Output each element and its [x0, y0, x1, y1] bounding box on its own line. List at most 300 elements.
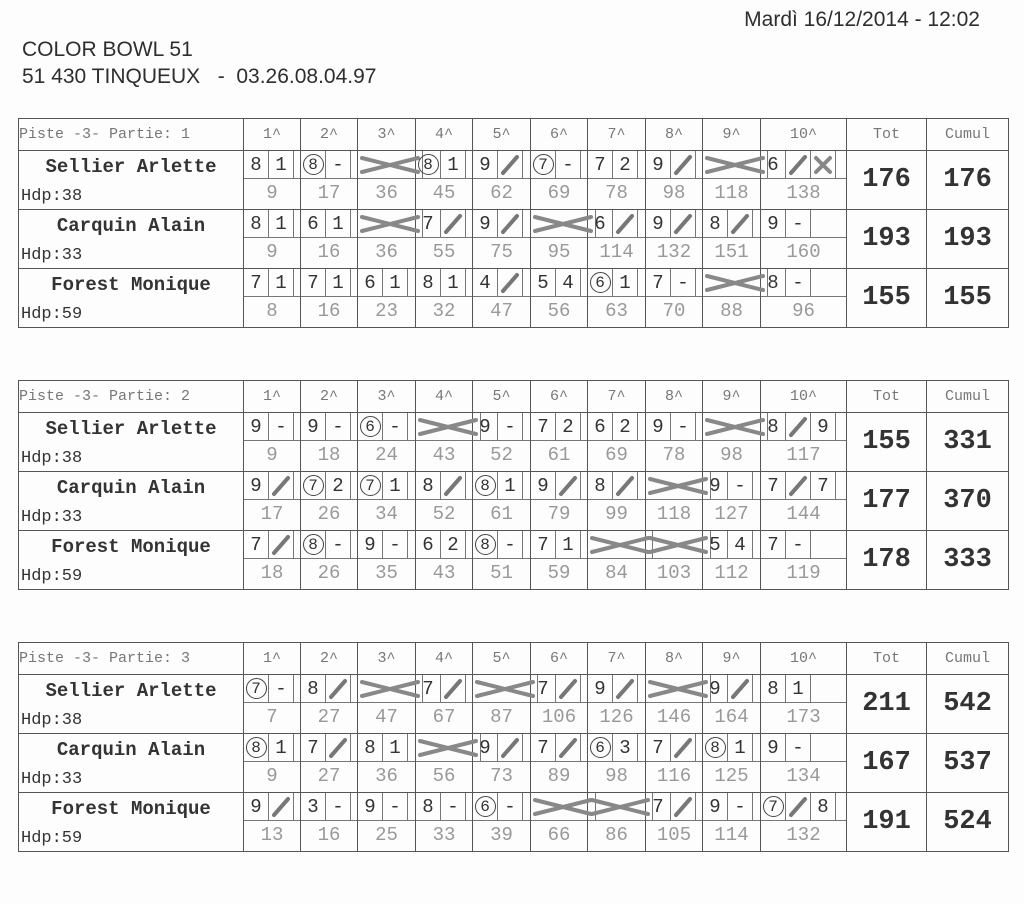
- frame-balls: [646, 472, 702, 500]
- ball-box: [646, 531, 711, 558]
- ball-box: 8: [358, 734, 383, 761]
- game-total: 191: [847, 793, 927, 852]
- frame-cell: [761, 675, 847, 734]
- ball-box: [301, 151, 326, 178]
- ball-box: [358, 151, 423, 178]
- ball-box: [556, 734, 581, 761]
- spare-mark-icon: [500, 154, 520, 176]
- frame-balls: [703, 413, 760, 441]
- ball-box: -: [498, 531, 523, 558]
- strike-mark-icon: [703, 271, 767, 295]
- frame-cumulative-score: 138: [786, 182, 821, 204]
- ball-box: 8: [416, 269, 441, 296]
- frame-balls: [473, 675, 530, 703]
- frame-cell: [244, 210, 301, 269]
- ball-box: [326, 675, 351, 702]
- ball-box: 6: [588, 210, 613, 237]
- frame-cell: [588, 675, 646, 734]
- ball-box: 1: [613, 269, 638, 296]
- frame-balls: [473, 269, 530, 297]
- frame-cell: [588, 413, 646, 472]
- frame-cumulative-score: 62: [490, 182, 513, 204]
- player-name: Carquin Alain: [56, 739, 206, 761]
- frame-header: 5^: [473, 381, 531, 413]
- frame-cumulative-score: 84: [605, 562, 628, 584]
- spare-mark-icon: [788, 154, 808, 176]
- ball-box: [358, 472, 383, 499]
- split-pin-count: 6: [360, 416, 381, 437]
- frame-cell: [416, 675, 473, 734]
- ball-box: 7: [531, 675, 556, 702]
- frame-cumulative-score: 17: [260, 503, 284, 525]
- ball-box: 2: [441, 531, 466, 558]
- ball-box: 9: [703, 793, 728, 820]
- spare-mark-icon: [271, 534, 291, 556]
- frame-cell: [301, 531, 358, 590]
- frame-cumulative-score: 86: [605, 824, 628, 846]
- split-pin-count: 8: [303, 534, 324, 555]
- frame-balls: [358, 413, 415, 441]
- ball-box: 8: [244, 210, 269, 237]
- split-pin-count: 7: [360, 475, 381, 496]
- frame-balls: [588, 269, 645, 297]
- frame-balls: [646, 269, 702, 297]
- player-cell: [19, 793, 244, 852]
- ball-box: -: [728, 472, 753, 499]
- ball-box: 7: [531, 734, 556, 761]
- alley-address: 51 430 TINQUEUX - 03.26.08.04.97: [22, 65, 377, 88]
- ball-box: 9: [244, 472, 269, 499]
- ball-box: 9: [646, 210, 671, 237]
- frame-cumulative-score: 118: [714, 182, 749, 204]
- ball-box: 1: [383, 472, 408, 499]
- ball-box: 2: [326, 472, 351, 499]
- frame-balls: [301, 472, 357, 500]
- frame-cell: [646, 793, 703, 852]
- split-pin-count: 7: [533, 154, 554, 175]
- split-pin-count: 7: [303, 475, 324, 496]
- player-name: Forest Monique: [51, 536, 211, 558]
- ball-box: 1: [326, 210, 351, 237]
- frame-balls: [301, 793, 357, 821]
- ball-box: [786, 793, 811, 820]
- ball-box: -: [326, 413, 351, 440]
- ball-box: 8: [811, 793, 836, 820]
- ball-box: [473, 472, 498, 499]
- ball-box: -: [441, 793, 466, 820]
- frame-header: 9^: [703, 119, 761, 151]
- player-cell: [19, 675, 244, 734]
- frame-cumulative-score: 164: [714, 706, 749, 728]
- spare-mark-icon: [500, 213, 520, 235]
- ball-box: 7: [301, 269, 326, 296]
- frame-cell: [416, 413, 473, 472]
- frame-cell: [358, 151, 416, 210]
- frame-cumulative-score: 127: [714, 503, 749, 525]
- ball-box: 2: [613, 413, 638, 440]
- frame-balls: [588, 793, 645, 821]
- game-label: Piste -3- Partie: 3: [19, 643, 244, 675]
- player-name: Sellier Arlette: [45, 156, 217, 178]
- frame-cumulative-score: 16: [317, 241, 341, 263]
- frame-cumulative-score: 117: [786, 444, 821, 466]
- frame-balls: [416, 793, 472, 821]
- frame-header: 1^: [244, 119, 301, 151]
- frame-cumulative-score: 114: [714, 824, 749, 846]
- player-handicap: Hdp:38: [21, 187, 83, 206]
- player-name: Carquin Alain: [56, 477, 206, 499]
- split-pin-count: 6: [590, 272, 611, 293]
- frame-balls: [416, 269, 472, 297]
- player-cell: [19, 210, 244, 269]
- frame-balls: [244, 793, 300, 821]
- ball-box: 6: [416, 531, 441, 558]
- frame-balls: [301, 413, 357, 441]
- player-cell: [19, 734, 244, 793]
- ball-box: 9: [703, 675, 728, 702]
- ball-box: 1: [498, 472, 523, 499]
- ball-box: 8: [301, 675, 326, 702]
- frame-cumulative-score: 23: [375, 300, 398, 322]
- player-name: Carquin Alain: [56, 215, 206, 237]
- frame-balls: [416, 531, 472, 559]
- frame-cumulative-score: 69: [547, 182, 571, 204]
- player-cell: [19, 269, 244, 328]
- frame-balls: [244, 210, 300, 238]
- ball-box: 1: [786, 675, 811, 702]
- player-row: [19, 734, 1009, 793]
- frame-balls: [358, 793, 415, 821]
- ball-box: 1: [269, 734, 294, 761]
- ball-box: [786, 151, 811, 178]
- cumulative-total: 333: [927, 531, 1009, 590]
- frame-header: 1^: [244, 643, 301, 675]
- frame-balls: [358, 531, 415, 559]
- split-pin-count: 8: [418, 154, 439, 175]
- frame-cumulative-score: 25: [375, 824, 398, 846]
- alley-name: COLOR BOWL 51: [22, 38, 193, 61]
- frame-balls: [358, 472, 415, 500]
- strike-mark-icon: [358, 677, 422, 701]
- frame-balls: [761, 793, 846, 821]
- ball-box: [358, 675, 423, 702]
- frame-cumulative-score: 8: [266, 300, 278, 322]
- frame-cell: [646, 531, 703, 590]
- game-label: Piste -3- Partie: 2: [19, 381, 244, 413]
- player-handicap: Hdp:33: [21, 246, 83, 265]
- frame-cumulative-score: 43: [432, 562, 456, 584]
- ball-box: [498, 269, 523, 296]
- ball-box: 9: [761, 210, 786, 237]
- frame-cumulative-score: 125: [714, 765, 749, 787]
- ball-box: 9: [358, 531, 383, 558]
- player-handicap: Hdp:38: [21, 449, 83, 468]
- frame-balls: [531, 531, 587, 559]
- frame-cumulative-score: 52: [432, 503, 456, 525]
- cumulative-total: 155: [927, 269, 1009, 328]
- frame-balls: [588, 675, 645, 703]
- ball-box: 7: [646, 793, 671, 820]
- ball-box: -: [326, 531, 351, 558]
- ball-box: 1: [728, 734, 753, 761]
- player-row: [19, 793, 1009, 852]
- frame-cumulative-score: 34: [375, 503, 398, 525]
- ball-box: [416, 151, 441, 178]
- frame-balls: [646, 793, 702, 821]
- frame-balls: [531, 472, 587, 500]
- player-handicap: Hdp:59: [21, 305, 83, 324]
- frame-balls: [761, 675, 846, 703]
- frame-cell: [531, 531, 588, 590]
- player-cell: [19, 151, 244, 210]
- frame-balls: [703, 531, 760, 559]
- ball-box: [671, 151, 696, 178]
- frame-balls: [301, 531, 357, 559]
- player-row: [19, 675, 1009, 734]
- cumul-header: Cumul: [927, 119, 1009, 151]
- ball-box: -: [383, 531, 408, 558]
- ball-box: 7: [646, 269, 671, 296]
- frame-cell: [416, 472, 473, 531]
- ball-box: 3: [613, 734, 638, 761]
- frame-balls: [761, 210, 846, 238]
- ball-box: [326, 734, 351, 761]
- ball-box: -: [326, 793, 351, 820]
- frame-cell: [301, 413, 358, 472]
- ball-box: 5: [703, 531, 728, 558]
- ball-box: [269, 531, 294, 558]
- split-pin-count: 8: [705, 737, 726, 758]
- cumul-header: Cumul: [927, 643, 1009, 675]
- ball-box: [358, 210, 423, 237]
- ball-box: 7: [761, 472, 786, 499]
- player-name: Sellier Arlette: [45, 680, 217, 702]
- frame-cell: [473, 531, 531, 590]
- split-pin-count: 8: [475, 475, 496, 496]
- frame-cell: [588, 793, 646, 852]
- frame-header: 7^: [588, 381, 646, 413]
- frame-cell: [301, 151, 358, 210]
- frame-cumulative-score: 151: [714, 241, 749, 263]
- frame-cell: [761, 151, 847, 210]
- frame-cell: [301, 472, 358, 531]
- player-handicap: Hdp:38: [21, 711, 83, 730]
- frame-balls: [588, 472, 645, 500]
- frame-header: 7^: [588, 643, 646, 675]
- spare-mark-icon: [673, 737, 693, 759]
- frame-balls: [416, 472, 472, 500]
- spare-mark-icon: [558, 678, 578, 700]
- frame-header: 10^: [761, 119, 847, 151]
- ball-box: 7: [416, 675, 441, 702]
- ball-box: [556, 472, 581, 499]
- frame-cell: [588, 531, 646, 590]
- frame-header: 8^: [646, 381, 703, 413]
- frame-cumulative-score: 70: [662, 300, 686, 322]
- frame-cumulative-score: 116: [656, 765, 692, 787]
- ball-box: 9: [473, 734, 498, 761]
- frame-cumulative-score: 43: [432, 444, 456, 466]
- split-pin-count: 8: [303, 154, 324, 175]
- ball-box: [703, 151, 768, 178]
- ball-box: 2: [556, 413, 581, 440]
- ball-box: [358, 413, 383, 440]
- frame-header: 9^: [703, 643, 761, 675]
- frame-cell: [761, 531, 847, 590]
- frame-balls: [358, 734, 415, 762]
- ball-box: 1: [441, 151, 466, 178]
- games-container: [18, 118, 1008, 904]
- player-row: [19, 269, 1009, 328]
- ball-box: 6: [761, 151, 786, 178]
- frame-cumulative-score: 112: [714, 562, 749, 584]
- spare-mark-icon: [673, 154, 693, 176]
- ball-box: 7: [416, 210, 441, 237]
- frame-cell: [761, 269, 847, 328]
- ball-box: [531, 151, 556, 178]
- ball-box: 9: [244, 413, 269, 440]
- ball-box: 7: [531, 531, 556, 558]
- ball-box: [646, 472, 711, 499]
- frame-cell: [358, 675, 416, 734]
- ball-box: 7: [301, 734, 326, 761]
- header-row: [19, 643, 1009, 675]
- ball-box: [416, 413, 481, 440]
- ball-box: 1: [269, 269, 294, 296]
- frame-balls: [416, 413, 472, 441]
- frame-balls: [703, 210, 760, 238]
- strike-mark-icon: [531, 795, 595, 819]
- frame-cell: [646, 472, 703, 531]
- spare-mark-icon: [788, 416, 808, 438]
- frame-header: 8^: [646, 643, 703, 675]
- frame-cell: [358, 734, 416, 793]
- ball-box: 1: [326, 269, 351, 296]
- ball-box: [531, 793, 596, 820]
- spare-mark-icon: [615, 678, 635, 700]
- frame-cell: [703, 413, 761, 472]
- ball-box: 8: [416, 793, 441, 820]
- frame-cell: [473, 734, 531, 793]
- spare-mark-icon: [328, 678, 348, 700]
- frame-cumulative-score: 17: [317, 182, 341, 204]
- strike-mark-icon: [531, 212, 595, 236]
- frame-cell: [703, 675, 761, 734]
- frame-cumulative-score: 75: [490, 241, 513, 263]
- ball-box: 8: [761, 675, 786, 702]
- ball-box: 2: [613, 151, 638, 178]
- frame-balls: [473, 734, 530, 762]
- frame-cell: [703, 151, 761, 210]
- frame-header: 6^: [531, 119, 588, 151]
- strike-mark-icon: [646, 677, 710, 701]
- frame-cell: [761, 413, 847, 472]
- frame-cumulative-score: 88: [720, 300, 743, 322]
- spare-mark-icon: [615, 475, 635, 497]
- ball-box: [498, 734, 523, 761]
- cumulative-total: 370: [927, 472, 1009, 531]
- ball-box: 7: [811, 472, 836, 499]
- ball-box: 3: [301, 793, 326, 820]
- frame-header: 3^: [358, 381, 416, 413]
- frame-cell: [473, 210, 531, 269]
- frame-cell: [301, 734, 358, 793]
- frame-cumulative-score: 52: [490, 444, 513, 466]
- ball-box: -: [786, 531, 811, 558]
- frame-balls: [531, 269, 587, 297]
- frame-cumulative-score: 26: [317, 562, 341, 584]
- player-row: [19, 413, 1009, 472]
- ball-box: [671, 210, 696, 237]
- player-handicap: Hdp:33: [21, 770, 83, 789]
- frame-cumulative-score: 16: [317, 824, 341, 846]
- ball-box: 9: [811, 413, 836, 440]
- frame-balls: [646, 413, 702, 441]
- frame-cumulative-score: 36: [375, 241, 398, 263]
- strike-mark-icon: [588, 533, 652, 557]
- ball-box: -: [556, 151, 581, 178]
- frame-cell: [416, 793, 473, 852]
- player-name: Forest Monique: [51, 274, 211, 296]
- score-sheet-game-3: [18, 642, 1009, 852]
- spare-mark-icon: [558, 737, 578, 759]
- frame-cell: [473, 675, 531, 734]
- frame-cell: [473, 472, 531, 531]
- ball-box: 5: [531, 269, 556, 296]
- frame-cell: [416, 734, 473, 793]
- ball-box: 7: [761, 531, 786, 558]
- tot-header: Tot: [847, 119, 927, 151]
- frame-cumulative-score: 99: [605, 503, 628, 525]
- spare-mark-icon: [328, 737, 348, 759]
- frame-cumulative-score: 103: [656, 562, 692, 584]
- frame-cumulative-score: 67: [432, 706, 456, 728]
- frame-cell: [358, 472, 416, 531]
- frame-balls: [301, 210, 357, 238]
- frame-cumulative-score: 89: [547, 765, 571, 787]
- frame-cumulative-score: 32: [432, 300, 456, 322]
- player-handicap: Hdp:33: [21, 508, 83, 527]
- frame-cell: [244, 269, 301, 328]
- frame-cumulative-score: 24: [375, 444, 398, 466]
- frame-cell: [531, 675, 588, 734]
- frame-cell: [588, 210, 646, 269]
- ball-box: 9: [244, 793, 269, 820]
- strike-mark-icon: [416, 415, 480, 439]
- ball-box: 8: [703, 210, 728, 237]
- frame-balls: [244, 675, 300, 703]
- ball-box: 9: [646, 413, 671, 440]
- strike-mark-icon: [646, 533, 710, 557]
- ball-box: 7: [588, 151, 613, 178]
- split-pin-count: 8: [475, 534, 496, 555]
- ball-box: 6: [588, 413, 613, 440]
- split-pin-count: 6: [590, 737, 611, 758]
- ball-box: 8: [588, 472, 613, 499]
- frame-header: 1^: [244, 381, 301, 413]
- frame-balls: [646, 675, 702, 703]
- ball-box: -: [786, 734, 811, 761]
- ball-box: [269, 472, 294, 499]
- ball-box: [498, 210, 523, 237]
- frame-balls: [358, 210, 415, 238]
- score-sheet-game-1: [18, 118, 1009, 328]
- ball-box: [473, 531, 498, 558]
- ball-box: [728, 675, 753, 702]
- frame-balls: [761, 413, 846, 441]
- ball-box: 9: [473, 413, 498, 440]
- ball-box: [556, 675, 581, 702]
